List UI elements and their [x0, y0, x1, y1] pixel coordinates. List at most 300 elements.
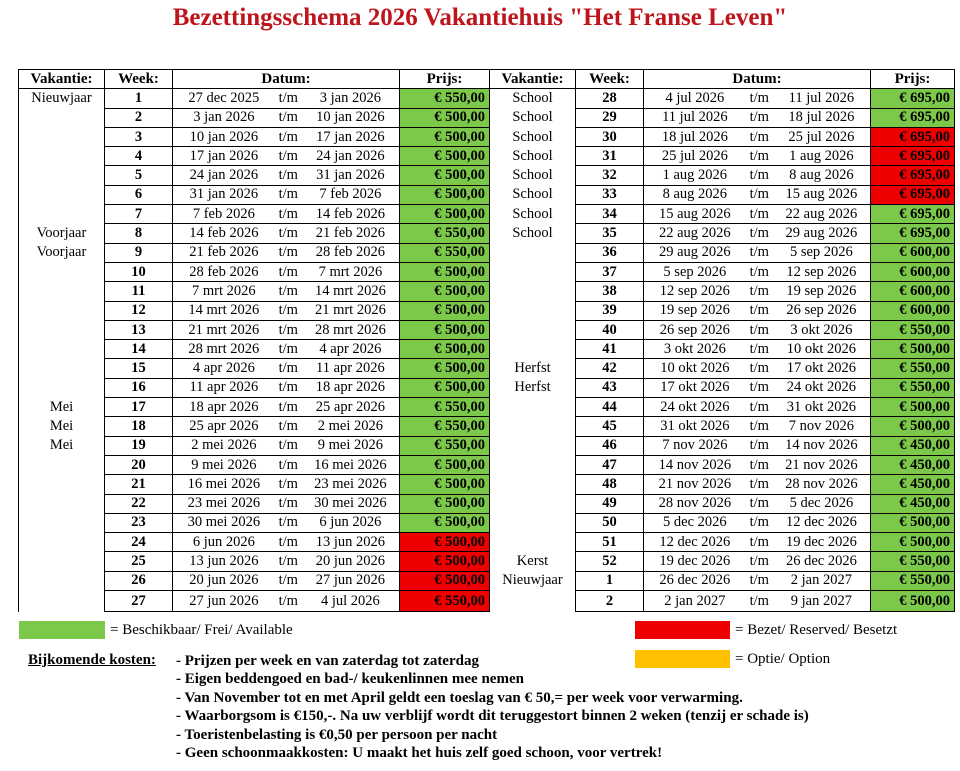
- date-from: 31 okt 2026: [660, 417, 730, 434]
- price-cell: € 500,00: [400, 205, 490, 224]
- date-cell: [173, 262, 400, 281]
- date-to: 14 feb 2026: [315, 205, 386, 222]
- vacation-cell: [19, 513, 105, 532]
- week-cell: 2: [105, 108, 173, 127]
- price-cell: € 550,00: [400, 243, 490, 262]
- date-to: 27 jun 2026: [315, 572, 386, 589]
- date-cell: [644, 436, 871, 455]
- date-to: 16 mei 2026: [314, 456, 387, 473]
- week-cell: 38: [576, 282, 644, 301]
- price-cell: € 450,00: [871, 475, 955, 494]
- date-separator: t/m: [278, 437, 298, 454]
- date-from: 17 jan 2026: [189, 147, 259, 164]
- price-cell: € 500,00: [400, 147, 490, 166]
- date-separator: t/m: [749, 360, 769, 377]
- date-to: 20 jun 2026: [315, 553, 386, 570]
- date-from: 27 dec 2025: [188, 89, 260, 106]
- vacation-cell: [19, 166, 105, 185]
- table-row: [19, 494, 955, 513]
- date-separator: t/m: [749, 456, 769, 473]
- vacation-cell: Mei: [19, 417, 105, 436]
- date-from: 18 jul 2026: [661, 128, 728, 145]
- date-cell: [173, 533, 400, 552]
- date-separator: t/m: [749, 282, 769, 299]
- table-row: [19, 417, 955, 436]
- page-title: Bezettingsschema 2026 Vakantiehuis "Het Franse Leven": [172, 4, 788, 31]
- vacation-cell: School: [490, 166, 576, 185]
- week-cell: 13: [105, 320, 173, 339]
- week-cell: 29: [576, 108, 644, 127]
- date-from: 24 okt 2026: [660, 398, 730, 415]
- date-separator: t/m: [749, 475, 769, 492]
- date-to: 28 mrt 2026: [314, 321, 386, 338]
- table-row: [19, 571, 955, 590]
- price-cell: € 550,00: [871, 571, 955, 590]
- extra-cost-item: - Geen schoonmaakkosten: U maakt het huis zelf goed schoon, voor vertrek!: [176, 745, 663, 762]
- date-to: 22 aug 2026: [785, 205, 858, 222]
- price-cell: € 695,00: [871, 89, 955, 108]
- date-from: 26 sep 2026: [659, 321, 730, 338]
- date-separator: t/m: [278, 89, 298, 106]
- date-to: 12 dec 2026: [785, 514, 857, 531]
- date-to: 31 okt 2026: [786, 398, 857, 415]
- vacation-cell: Herfst: [490, 378, 576, 397]
- date-cell: [644, 552, 871, 571]
- week-cell: 6: [105, 185, 173, 204]
- vacation-cell: Voorjaar: [19, 243, 105, 262]
- week-cell: 49: [576, 494, 644, 513]
- vacation-cell: [490, 282, 576, 301]
- week-cell: 46: [576, 436, 644, 455]
- price-cell: € 500,00: [400, 494, 490, 513]
- date-separator: t/m: [278, 417, 298, 434]
- extra-costs-list: [176, 652, 809, 762]
- date-from: 7 mrt 2026: [192, 282, 256, 299]
- date-to: 28 feb 2026: [315, 244, 386, 261]
- date-separator: t/m: [749, 340, 769, 357]
- date-cell: [173, 127, 400, 146]
- vacation-cell: [19, 282, 105, 301]
- date-separator: t/m: [278, 167, 298, 184]
- week-cell: 15: [105, 359, 173, 378]
- vacation-cell: [490, 340, 576, 359]
- date-cell: [173, 301, 400, 320]
- price-cell: € 500,00: [400, 378, 490, 397]
- week-cell: 9: [105, 243, 173, 262]
- table-row: [19, 513, 955, 532]
- price-cell: € 550,00: [871, 378, 955, 397]
- date-separator: t/m: [749, 244, 769, 261]
- vacation-cell: [490, 301, 576, 320]
- week-cell: 27: [105, 591, 173, 612]
- date-cell: [644, 262, 871, 281]
- vacation-cell: Mei: [19, 398, 105, 417]
- table-row: [19, 533, 955, 552]
- date-separator: t/m: [749, 553, 769, 570]
- header-week: Week:: [576, 70, 644, 89]
- table-row: [19, 359, 955, 378]
- date-to: 7 nov 2026: [788, 417, 855, 434]
- date-separator: t/m: [749, 398, 769, 415]
- date-separator: t/m: [749, 302, 769, 319]
- price-cell: € 695,00: [871, 185, 955, 204]
- date-cell: [644, 455, 871, 474]
- date-from: 18 apr 2026: [189, 398, 259, 415]
- date-separator: t/m: [749, 495, 769, 512]
- date-from: 31 jan 2026: [189, 186, 259, 203]
- date-to: 24 okt 2026: [786, 379, 857, 396]
- date-from: 25 jul 2026: [661, 147, 728, 164]
- date-to: 26 dec 2026: [785, 553, 857, 570]
- table-row: [19, 147, 955, 166]
- date-cell: [644, 243, 871, 262]
- date-separator: t/m: [278, 514, 298, 531]
- date-cell: [644, 378, 871, 397]
- vacation-cell: [490, 513, 576, 532]
- week-cell: 48: [576, 475, 644, 494]
- date-cell: [173, 340, 400, 359]
- vacation-cell: [490, 243, 576, 262]
- price-cell: € 500,00: [871, 398, 955, 417]
- date-separator: t/m: [278, 302, 298, 319]
- date-to: 23 mei 2026: [314, 475, 387, 492]
- price-cell: € 450,00: [871, 494, 955, 513]
- week-cell: 47: [576, 455, 644, 474]
- week-cell: 3: [105, 127, 173, 146]
- week-cell: 26: [105, 571, 173, 590]
- date-from: 26 dec 2026: [659, 572, 731, 589]
- price-cell: € 450,00: [871, 436, 955, 455]
- price-cell: € 500,00: [400, 166, 490, 185]
- date-separator: t/m: [749, 572, 769, 589]
- date-from: 17 okt 2026: [660, 379, 730, 396]
- week-cell: 1: [576, 571, 644, 590]
- date-cell: [173, 243, 400, 262]
- date-separator: t/m: [278, 379, 298, 396]
- price-cell: € 500,00: [400, 533, 490, 552]
- date-cell: [173, 591, 400, 612]
- vacation-cell: School: [490, 224, 576, 243]
- vacation-cell: [19, 108, 105, 127]
- schedule-body: [19, 89, 955, 612]
- table-row: [19, 398, 955, 417]
- date-to: 3 jan 2026: [319, 89, 381, 106]
- table-row: [19, 185, 955, 204]
- date-separator: t/m: [278, 398, 298, 415]
- week-cell: 33: [576, 185, 644, 204]
- extra-costs-heading: Bijkomende kosten:: [28, 652, 156, 668]
- date-cell: [644, 301, 871, 320]
- date-from: 1 aug 2026: [662, 167, 728, 184]
- date-separator: t/m: [278, 205, 298, 222]
- date-separator: t/m: [278, 592, 298, 609]
- header-vakantie: Vakantie:: [19, 70, 105, 89]
- price-cell: € 550,00: [400, 436, 490, 455]
- date-cell: [173, 320, 400, 339]
- date-cell: [644, 398, 871, 417]
- week-cell: 37: [576, 262, 644, 281]
- price-cell: € 550,00: [400, 591, 490, 612]
- date-to: 1 aug 2026: [789, 147, 854, 164]
- date-from: 30 mei 2026: [187, 514, 261, 531]
- price-cell: € 500,00: [400, 301, 490, 320]
- date-to: 19 sep 2026: [786, 282, 857, 299]
- date-from: 23 mei 2026: [187, 495, 261, 512]
- table-row: [19, 224, 955, 243]
- date-to: 21 feb 2026: [315, 225, 386, 242]
- date-to: 8 aug 2026: [789, 167, 854, 184]
- legend-label-option: = Optie/ Option: [735, 651, 831, 667]
- date-from: 14 nov 2026: [658, 456, 732, 473]
- vacation-cell: School: [490, 185, 576, 204]
- table-row: [19, 166, 955, 185]
- date-to: 28 nov 2026: [785, 475, 858, 492]
- date-cell: [173, 417, 400, 436]
- table-row: [19, 455, 955, 474]
- vacation-cell: [490, 591, 576, 612]
- date-separator: t/m: [749, 89, 769, 106]
- table-row: [19, 262, 955, 281]
- date-cell: [644, 127, 871, 146]
- date-cell: [173, 108, 400, 127]
- date-cell: [644, 417, 871, 436]
- legend-label-available: = Beschikbaar/ Frei/ Available: [110, 622, 293, 638]
- price-cell: € 550,00: [400, 398, 490, 417]
- week-cell: 36: [576, 243, 644, 262]
- week-cell: 35: [576, 224, 644, 243]
- date-separator: t/m: [278, 340, 298, 357]
- date-separator: t/m: [749, 437, 769, 454]
- vacation-cell: [19, 205, 105, 224]
- price-cell: € 500,00: [400, 340, 490, 359]
- date-to: 26 sep 2026: [786, 302, 857, 319]
- week-cell: 34: [576, 205, 644, 224]
- week-cell: 45: [576, 417, 644, 436]
- date-separator: t/m: [749, 128, 769, 145]
- date-to: 9 jan 2027: [790, 592, 852, 609]
- legend-label-reserved: = Bezet/ Reserved/ Besetzt: [735, 622, 898, 638]
- date-to: 21 mrt 2026: [314, 302, 386, 319]
- date-separator: t/m: [278, 147, 298, 164]
- vacation-cell: [490, 320, 576, 339]
- date-separator: t/m: [278, 360, 298, 377]
- price-cell: € 695,00: [871, 108, 955, 127]
- date-separator: t/m: [749, 514, 769, 531]
- date-to: 6 jun 2026: [319, 514, 382, 531]
- legend-swatch-available: [19, 621, 105, 639]
- vacation-cell: [19, 571, 105, 590]
- table-row: [19, 475, 955, 494]
- date-from: 14 mrt 2026: [188, 302, 260, 319]
- week-cell: 50: [576, 513, 644, 532]
- date-cell: [173, 378, 400, 397]
- date-from: 9 mei 2026: [191, 456, 257, 473]
- price-cell: € 695,00: [871, 147, 955, 166]
- vacation-cell: Herfst: [490, 359, 576, 378]
- date-from: 4 jul 2026: [665, 89, 725, 106]
- date-to: 12 sep 2026: [786, 263, 857, 280]
- price-cell: € 550,00: [400, 417, 490, 436]
- vacation-cell: [19, 301, 105, 320]
- vacation-cell: Kerst: [490, 552, 576, 571]
- date-from: 21 nov 2026: [658, 475, 732, 492]
- date-to: 11 jul 2026: [788, 89, 855, 106]
- vacation-cell: [19, 552, 105, 571]
- date-separator: t/m: [749, 592, 769, 609]
- date-to: 9 mei 2026: [317, 437, 384, 454]
- date-to: 25 apr 2026: [315, 398, 386, 415]
- date-from: 24 jan 2026: [189, 167, 259, 184]
- price-cell: € 695,00: [871, 127, 955, 146]
- date-cell: [173, 166, 400, 185]
- date-cell: [644, 571, 871, 590]
- date-from: 21 mrt 2026: [188, 321, 260, 338]
- vacation-cell: School: [490, 89, 576, 108]
- week-cell: 8: [105, 224, 173, 243]
- price-cell: € 500,00: [400, 185, 490, 204]
- date-to: 14 nov 2026: [785, 437, 858, 454]
- week-cell: 11: [105, 282, 173, 301]
- date-separator: t/m: [278, 186, 298, 203]
- date-separator: t/m: [278, 475, 298, 492]
- vacation-cell: [490, 494, 576, 513]
- date-cell: [644, 224, 871, 243]
- extra-cost-item: - Van November tot en met April geldt een toeslag van € 50,= per week voor verwarming.: [176, 689, 743, 706]
- vacation-cell: Voorjaar: [19, 224, 105, 243]
- date-from: 2 jan 2027: [664, 592, 726, 609]
- week-cell: 14: [105, 340, 173, 359]
- price-cell: € 695,00: [871, 205, 955, 224]
- week-cell: 28: [576, 89, 644, 108]
- date-from: 19 sep 2026: [659, 302, 730, 319]
- date-to: 17 okt 2026: [786, 360, 857, 377]
- table-row: [19, 591, 955, 612]
- vacation-cell: [19, 533, 105, 552]
- date-to: 3 okt 2026: [790, 321, 853, 338]
- date-to: 19 dec 2026: [785, 533, 857, 550]
- date-separator: t/m: [749, 321, 769, 338]
- date-to: 21 nov 2026: [785, 456, 858, 473]
- date-cell: [644, 475, 871, 494]
- date-cell: [644, 166, 871, 185]
- date-cell: [173, 552, 400, 571]
- date-cell: [644, 359, 871, 378]
- date-separator: t/m: [278, 321, 298, 338]
- week-cell: 16: [105, 378, 173, 397]
- price-cell: € 450,00: [871, 455, 955, 474]
- date-from: 20 jun 2026: [189, 572, 259, 589]
- week-cell: 18: [105, 417, 173, 436]
- date-from: 27 jun 2026: [189, 592, 259, 609]
- table-row: [19, 89, 955, 108]
- price-cell: € 695,00: [871, 166, 955, 185]
- date-cell: [644, 340, 871, 359]
- legend-swatch-reserved: [635, 621, 730, 639]
- price-cell: € 500,00: [400, 571, 490, 590]
- date-to: 10 jan 2026: [316, 109, 385, 126]
- table-row: [19, 340, 955, 359]
- week-cell: 23: [105, 513, 173, 532]
- date-from: 7 feb 2026: [192, 205, 255, 222]
- week-cell: 2: [576, 591, 644, 612]
- week-cell: 1: [105, 89, 173, 108]
- date-cell: [173, 436, 400, 455]
- vacation-cell: [19, 591, 105, 612]
- price-cell: € 500,00: [871, 533, 955, 552]
- date-from: 6 jun 2026: [192, 533, 255, 550]
- price-cell: € 500,00: [400, 455, 490, 474]
- date-separator: t/m: [278, 225, 298, 242]
- date-cell: [644, 108, 871, 127]
- week-cell: 10: [105, 262, 173, 281]
- week-cell: 7: [105, 205, 173, 224]
- vacation-cell: Nieuwjaar: [19, 89, 105, 108]
- week-cell: 21: [105, 475, 173, 494]
- week-cell: 25: [105, 552, 173, 571]
- date-cell: [644, 533, 871, 552]
- date-cell: [173, 455, 400, 474]
- date-from: 2 mei 2026: [191, 437, 257, 454]
- date-separator: t/m: [278, 553, 298, 570]
- date-cell: [173, 571, 400, 590]
- vacation-cell: [19, 320, 105, 339]
- date-cell: [173, 147, 400, 166]
- vacation-cell: [490, 455, 576, 474]
- date-separator: t/m: [749, 379, 769, 396]
- vacation-cell: [19, 147, 105, 166]
- table-row: [19, 127, 955, 146]
- week-cell: 52: [576, 552, 644, 571]
- price-cell: € 500,00: [400, 127, 490, 146]
- price-cell: € 500,00: [400, 282, 490, 301]
- week-cell: 20: [105, 455, 173, 474]
- date-separator: t/m: [278, 128, 298, 145]
- date-cell: [644, 89, 871, 108]
- date-cell: [644, 591, 871, 612]
- vacation-cell: [490, 436, 576, 455]
- date-separator: t/m: [749, 533, 769, 550]
- vacation-cell: [19, 340, 105, 359]
- header-prijs: Prijs:: [871, 70, 955, 89]
- vacation-cell: [19, 359, 105, 378]
- header-week: Week:: [105, 70, 173, 89]
- vacation-cell: [19, 378, 105, 397]
- date-to: 4 jul 2026: [320, 592, 380, 609]
- date-separator: t/m: [749, 147, 769, 164]
- vacation-cell: [490, 262, 576, 281]
- date-from: 5 sep 2026: [663, 263, 727, 280]
- date-cell: [173, 475, 400, 494]
- week-cell: 24: [105, 533, 173, 552]
- date-cell: [173, 224, 400, 243]
- table-row: [19, 436, 955, 455]
- date-to: 7 mrt 2026: [318, 263, 383, 280]
- date-cell: [644, 320, 871, 339]
- date-from: 21 feb 2026: [189, 244, 259, 261]
- week-cell: 42: [576, 359, 644, 378]
- date-to: 30 mei 2026: [314, 495, 387, 512]
- date-separator: t/m: [278, 495, 298, 512]
- header-vakantie: Vakantie:: [490, 70, 576, 89]
- price-cell: € 550,00: [871, 552, 955, 571]
- date-to: 18 jul 2026: [788, 109, 855, 126]
- week-cell: 32: [576, 166, 644, 185]
- price-cell: € 500,00: [400, 262, 490, 281]
- vacation-cell: Nieuwjaar: [490, 571, 576, 590]
- date-cell: [173, 282, 400, 301]
- date-separator: t/m: [749, 109, 769, 126]
- week-cell: 30: [576, 127, 644, 146]
